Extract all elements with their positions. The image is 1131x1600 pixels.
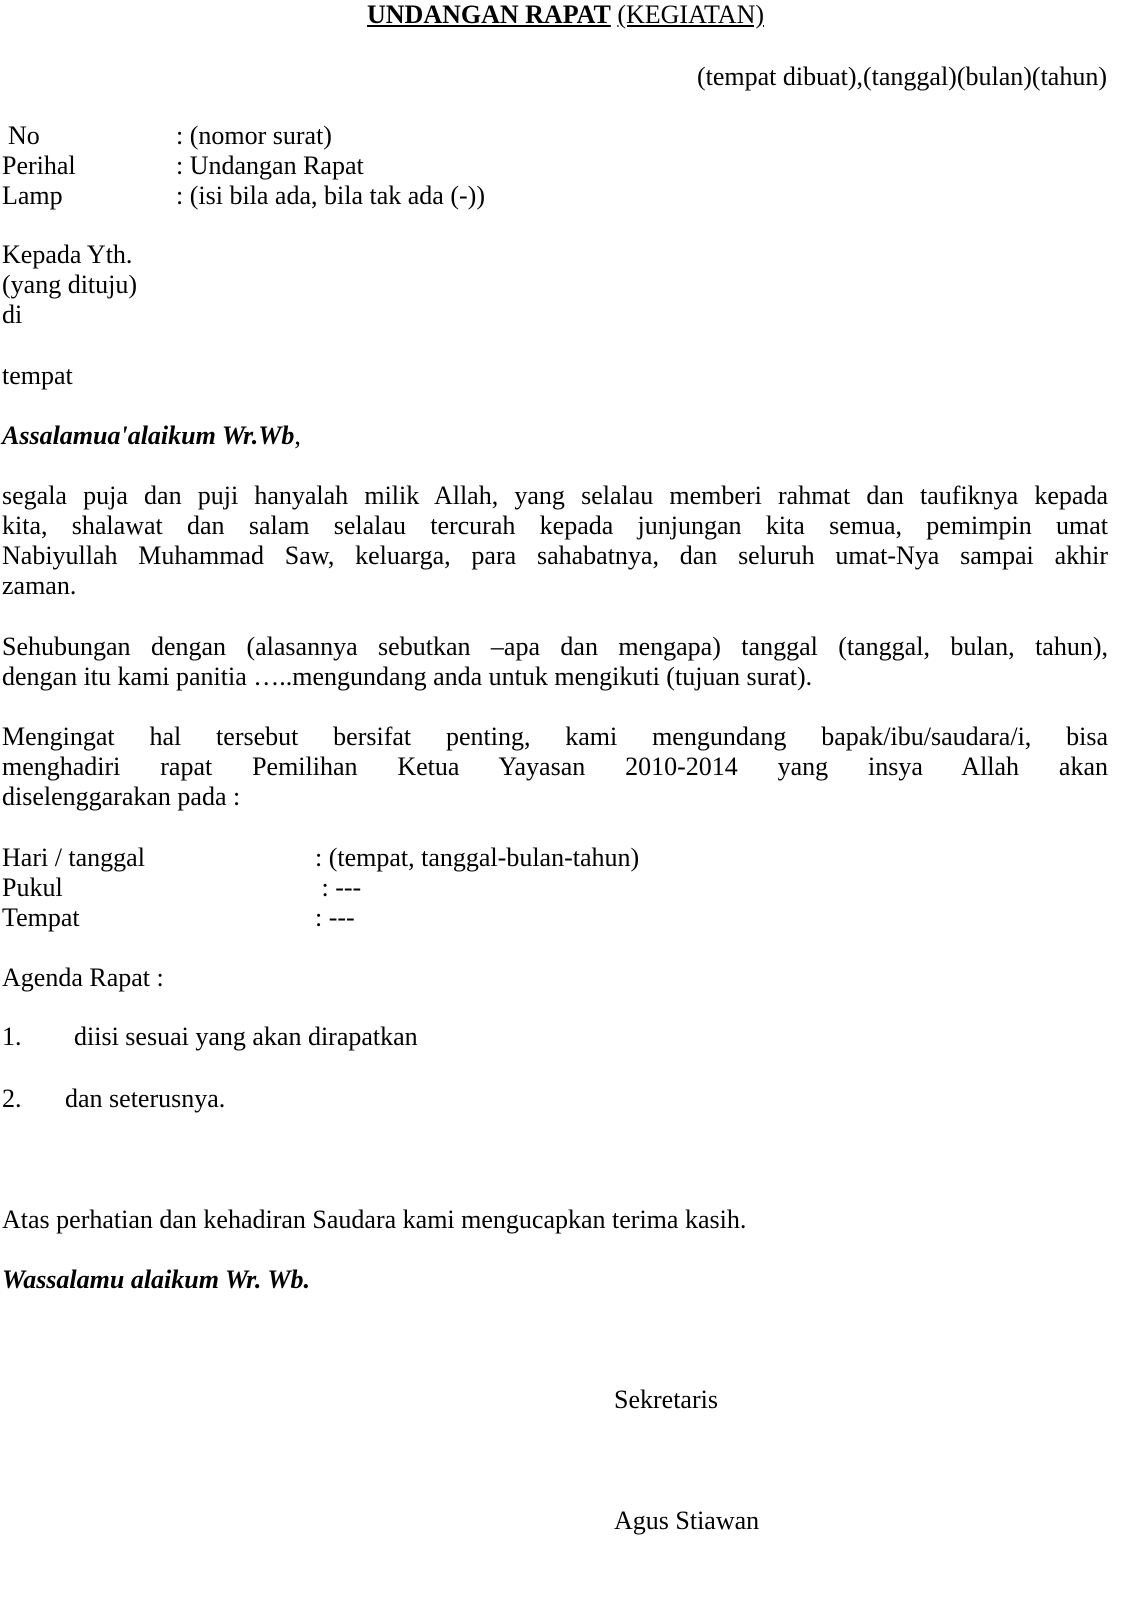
meta-row-subject <box>2 151 485 181</box>
title-sub: (KEGIATAN) <box>617 0 764 29</box>
paragraph-reason <box>2 632 1108 692</box>
schedule-label: Tempat <box>2 903 80 932</box>
schedule-row-time <box>2 873 639 903</box>
greeting <box>2 421 301 451</box>
greeting-text: Assalamua'alaikum Wr.Wb <box>2 421 295 450</box>
agenda-item <box>2 1022 418 1052</box>
paragraph-line: zaman. <box>2 571 77 600</box>
meta-label: Perihal <box>2 151 76 180</box>
recipient-line-1: Kepada Yth. <box>2 240 133 269</box>
closing-sentence: Atas perhatian dan kehadiran Saudara kami mengucapkan terima kasih. <box>2 1205 747 1234</box>
meta-value: : (isi bila ada, bila tak ada (-)) <box>176 181 485 210</box>
schedule-row-day <box>2 843 639 873</box>
recipient-line-4: tempat <box>2 361 73 390</box>
meta-label: Lamp <box>2 181 63 210</box>
greeting-comma: , <box>294 421 301 450</box>
schedule-row-place <box>2 903 639 933</box>
paragraph-line: Nabiyullah Muhammad Saw, keluarga, para sahabatnya, dan seluruh umat-Nya sampai akhir <box>2 541 1108 570</box>
meta-row-attachment <box>2 181 485 211</box>
signature-role: Sekretaris <box>614 1385 718 1414</box>
title-main: UNDANGAN RAPAT <box>366 0 611 29</box>
meta-label: No <box>8 121 40 150</box>
meta-row-number <box>2 121 485 151</box>
agenda-item-number: 1. <box>2 1022 22 1051</box>
schedule-value: : (tempat, tanggal-bulan-tahun) <box>315 843 640 872</box>
paragraph-line: kita, shalawat dan salam selalau tercurah kepada junjungan kita semua, pemimpin umat <box>2 511 1108 540</box>
meeting-schedule <box>2 843 639 933</box>
schedule-value: : --- <box>315 873 362 902</box>
place-date: (tempat dibuat),(tanggal)(bulan)(tahun) <box>696 62 1107 91</box>
meta-value: : Undangan Rapat <box>176 151 364 180</box>
schedule-label: Hari / tanggal <box>2 843 145 872</box>
schedule-label: Pukul <box>2 873 63 902</box>
paragraph-opening <box>2 481 1108 601</box>
schedule-value: : --- <box>315 903 355 932</box>
farewell: Wassalamu alaikum Wr. Wb. <box>2 1265 311 1294</box>
agenda-heading: Agenda Rapat : <box>2 963 164 992</box>
letter-title <box>0 0 1131 30</box>
paragraph-line: Sehubungan dengan (alasannya sebutkan –apa dan mengapa) tanggal (tanggal, bulan, tahun), <box>2 632 1108 661</box>
paragraph-line: diselenggarakan pada : <box>2 782 241 811</box>
agenda-item-text: dan seterusnya. <box>65 1084 226 1113</box>
letter-meta <box>2 121 485 211</box>
agenda-item <box>2 1084 225 1114</box>
agenda-item-number: 2. <box>2 1084 22 1113</box>
paragraph-line: Mengingat hal tersebut bersifat penting, kami mengundang bapak/ibu/saudara/i, bisa <box>2 722 1108 751</box>
paragraph-line: dengan itu kami panitia …..mengundang anda untuk mengikuti (tujuan surat). <box>2 662 813 691</box>
recipient-line-3: di <box>2 300 23 329</box>
signature-name: Agus Stiawan <box>614 1506 760 1535</box>
recipient-line-2: (yang dituju) <box>2 270 138 299</box>
agenda-item-text: diisi sesuai yang akan dirapatkan <box>74 1022 418 1051</box>
paragraph-line: menghadiri rapat Pemilihan Ketua Yayasan 2010-2014 yang insya Allah akan <box>2 752 1108 781</box>
paragraph-invitation <box>2 722 1108 812</box>
meta-value: : (nomor surat) <box>176 121 332 150</box>
paragraph-line: segala puja dan puji hanyalah milik Allah, yang selalau memberi rahmat dan taufiknya kepada <box>2 481 1108 510</box>
